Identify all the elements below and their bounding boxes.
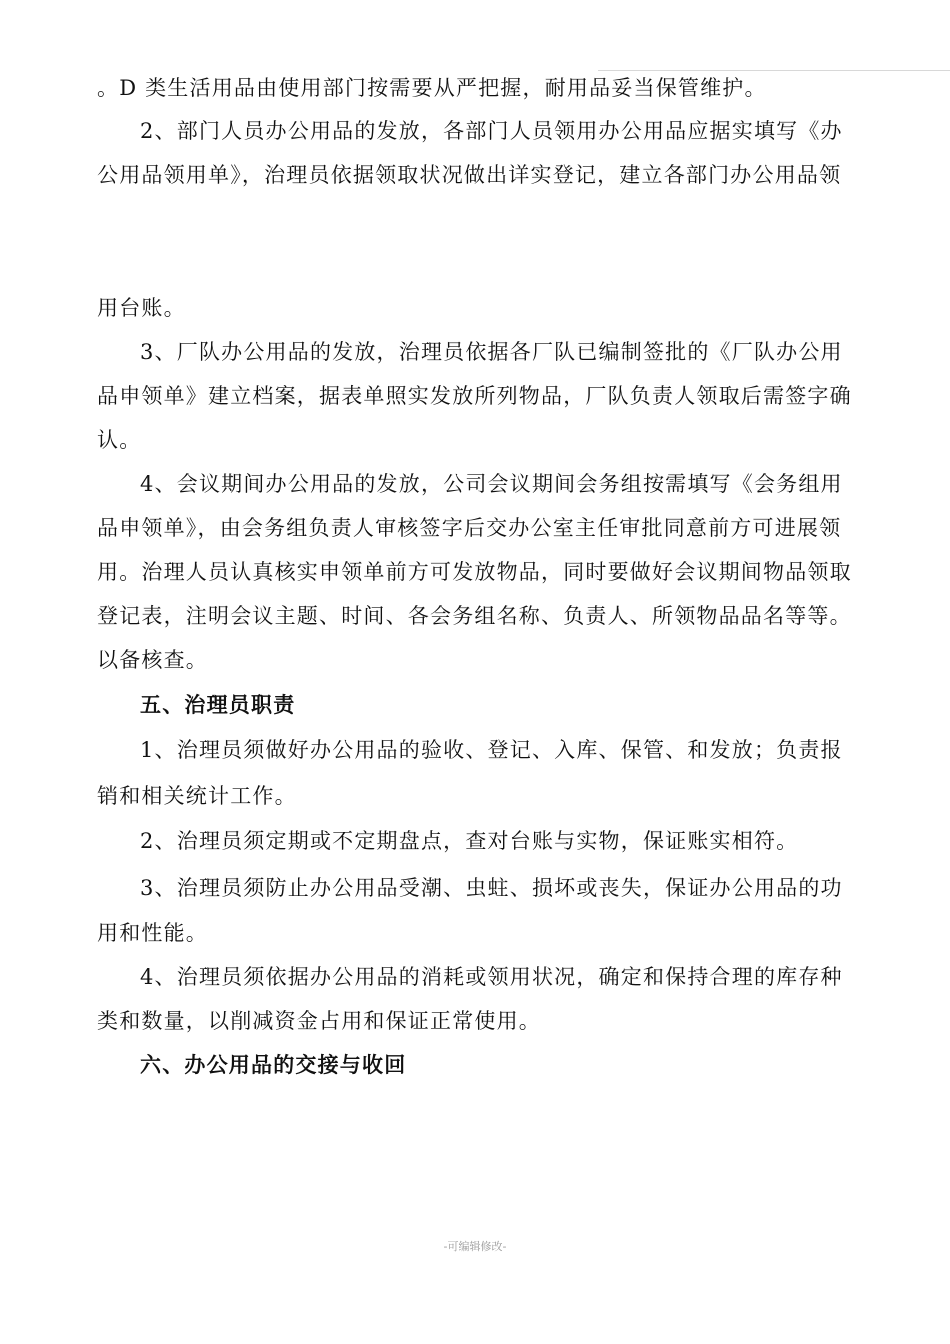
text-line: 以备核查。: [97, 648, 208, 672]
text-line: 4、治理员须依据办公用品的消耗或领用状况，确定和保持合理的库存种: [140, 965, 843, 989]
text-line: 。D 类生活用品由使用部门按需要从严把握，耐用品妥当保管维护。: [97, 76, 767, 100]
text-line: 1、治理员须做好办公用品的验收、登记、入库、保管、和发放；负责报: [140, 738, 843, 762]
header-rule: [598, 70, 950, 71]
section-heading: 六、办公用品的交接与收回: [140, 1052, 407, 1077]
text-line: 2、治理员须定期或不定期盘点，查对台账与实物，保证账实相符。: [140, 829, 799, 853]
text-line: 2、部门人员办公用品的发放，各部门人员领用办公用品应据实填写《办: [140, 119, 843, 143]
text-line: 品申领单》，由会务组负责人审核签字后交办公室主任审批同意前方可进展领: [97, 516, 842, 540]
text-line: 4、会议期间办公用品的发放，公司会议期间会务组按需填写《会务组用: [140, 472, 843, 496]
text-line: 公用品领用单》，治理员依据领取状况做出详实登记，建立各部门办公用品领: [97, 163, 842, 187]
text-line: 用台账。: [97, 296, 186, 320]
text-line: 用和性能。: [97, 921, 208, 945]
text-line: 销和相关统计工作。: [97, 784, 297, 808]
section-heading: 五、治理员职责: [140, 692, 296, 717]
text-line: 3、厂队办公用品的发放，治理员依据各厂队已编制签批的《厂队办公用: [140, 340, 843, 364]
text-line: 3、治理员须防止办公用品受潮、虫蛀、损坏或丧失，保证办公用品的功: [140, 876, 843, 900]
text-line: 品申领单》建立档案，据表单照实发放所列物品，厂队负责人领取后需签字确: [97, 384, 852, 408]
text-line: 认。: [97, 428, 142, 452]
text-line: 登记表，注明会议主题、时间、各会务组名称、负责人、所领物品品名等等。: [97, 604, 852, 628]
page-footer: -可编辑修改-: [443, 1240, 507, 1253]
text-line: 类和数量，以削减资金占用和保证正常使用。: [97, 1009, 541, 1033]
text-line: 用。治理人员认真核实申领单前方可发放物品，同时要做好会议期间物品领取: [97, 560, 852, 584]
